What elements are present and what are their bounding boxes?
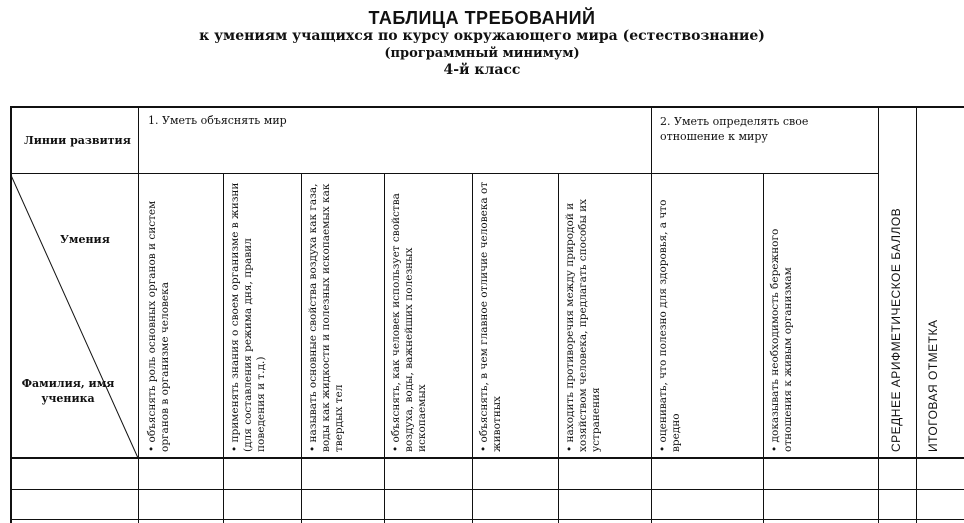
title-line-2: к умениям учащихся по курсу окружающего мира (естествознание) <box>199 28 765 44</box>
header-diagonal <box>10 173 139 458</box>
row-line <box>10 519 964 520</box>
final-grade-header: ИТОГОВАЯ ОТМЕТКА <box>926 319 940 452</box>
title-line-1: ТАБЛИЦА ТРЕБОВАНИЙ <box>368 8 596 28</box>
student-name-label: Фамилия, имя ученика <box>21 377 115 405</box>
header-divider <box>10 173 878 174</box>
table-border-top <box>10 106 964 108</box>
skill-column-6: • находить противоречия между природой и хозяйством человека, предлагать способы их устранения <box>564 198 602 452</box>
title-line-3: (программный минимум) <box>384 46 580 61</box>
development-lines-label: Линии развития <box>24 134 131 147</box>
skill-column-8: • доказывать необходимость бережного отношения к живым организмам <box>769 228 794 452</box>
skill-column-5: • объяснять, в чем главное отличие человека от животных <box>478 181 503 452</box>
skills-label: Умения <box>60 233 110 246</box>
skill-column-3: • называть основные свойства воздуха как газа, воды как жидкости и полезных ископаемых как твердых тел <box>307 183 345 452</box>
skill-column-4: • объяснять, как человек использует свойства воздуха, воды, важнейших полезных ископаемых <box>390 193 428 452</box>
table-row <box>11 459 964 489</box>
title-line-4: 4-й класс <box>443 62 521 78</box>
average-score-header: СРЕДНЕЕ АРИФМЕТИЧЕСКОЕ БАЛЛОВ <box>889 207 903 452</box>
group-header-attitude-to-world: 2. Уметь определять свое отношение к миру <box>660 115 809 143</box>
skill-column-1: • объяснять роль основных органов и систем органов в организме человека <box>146 200 171 452</box>
group-header-explain-world: 1. Уметь объяснять мир <box>148 114 287 127</box>
skill-column-7: • оценивать, что полезно для здоровья, а что вредно <box>657 199 682 452</box>
skill-column-2: • применять знания о своем организме в жизни (для составления режима дня, правил поведения и т.д.) <box>229 182 267 452</box>
table-row <box>11 490 964 519</box>
